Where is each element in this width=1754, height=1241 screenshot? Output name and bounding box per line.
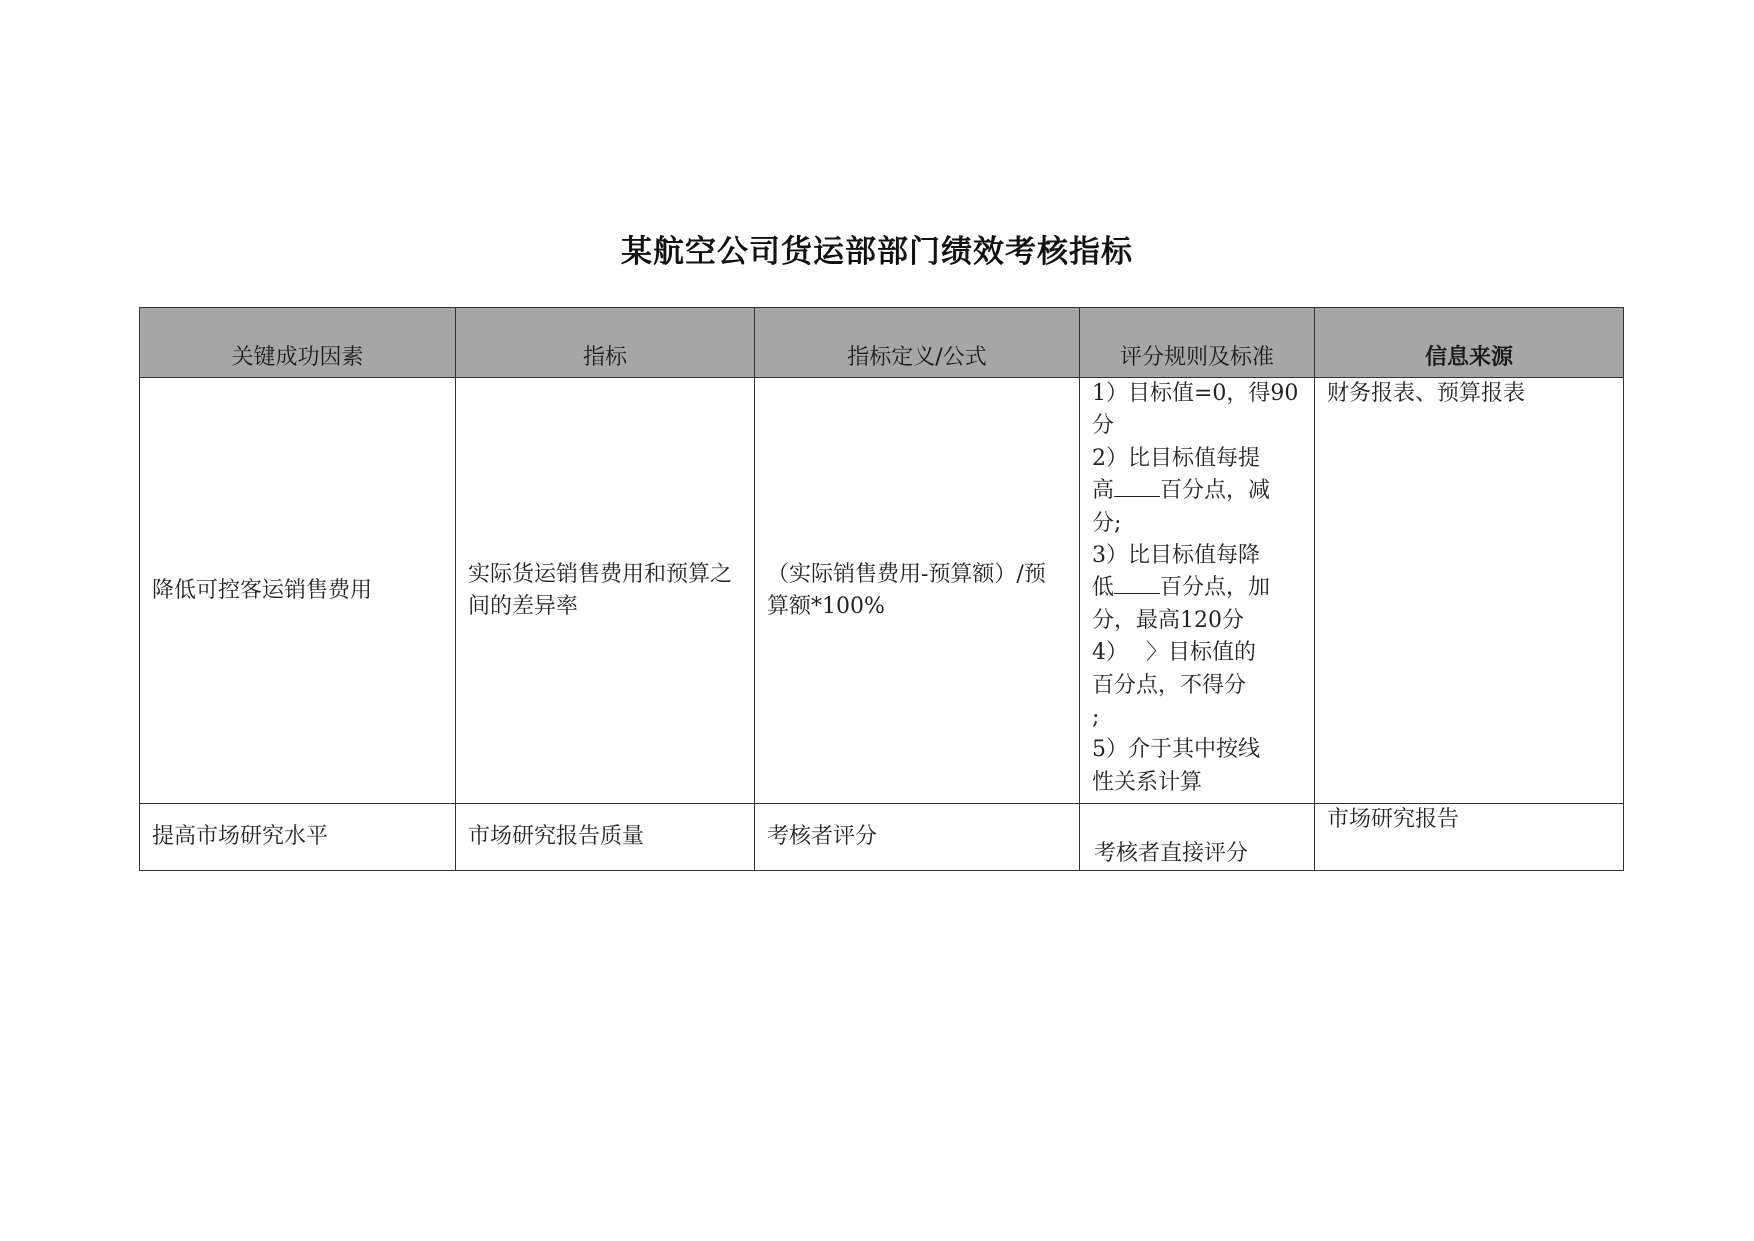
- cell-definition: （实际销售费用-预算额）/预算额*100%: [755, 378, 1080, 804]
- cell-source: 财务报表、预算报表: [1315, 378, 1624, 804]
- table-row: [140, 378, 1624, 804]
- header-info-source: 信息来源: [1315, 308, 1624, 378]
- rule-text: 百分点，减: [1160, 478, 1271, 504]
- rule-text: 低: [1092, 575, 1115, 601]
- rule-line: 3）比目标值每降: [1092, 543, 1260, 569]
- table-row: [140, 804, 1624, 871]
- cell-definition: 考核者评分: [755, 804, 1080, 871]
- rule-line: 百分点，不得分: [1092, 672, 1247, 698]
- rule-line: 性关系计算: [1092, 769, 1203, 795]
- kpi-table: [139, 307, 1624, 871]
- cell-source: 市场研究报告: [1315, 804, 1624, 871]
- header-scoring-rules: 评分规则及标准: [1080, 308, 1315, 378]
- rule-line: 分: [1092, 413, 1115, 439]
- cell-indicator: 实际货运销售费用和预算之间的差异率: [456, 378, 755, 804]
- rule-line: 分，最高120分: [1092, 607, 1244, 633]
- rule-line: 4） 〉目标值的: [1092, 640, 1256, 666]
- cell-scoring-rules: [1080, 378, 1315, 804]
- rule-line: 1）目标值=0，得90: [1092, 381, 1299, 406]
- rule-line: 2）比目标值每提: [1092, 445, 1260, 471]
- rule-text: 高: [1092, 478, 1115, 504]
- table-header-row: [140, 308, 1624, 378]
- cell-factor: 降低可控客运销售费用: [140, 378, 456, 804]
- rule-line: 5）介于其中按线: [1092, 737, 1260, 763]
- cell-scoring-rules: 考核者直接评分: [1080, 804, 1315, 871]
- fill-in-blank: [1114, 478, 1160, 497]
- fill-in-blank: [1114, 575, 1160, 594]
- rule-text: 百分点，加: [1160, 575, 1271, 601]
- page-title: 某航空公司货运部部门绩效考核指标: [621, 234, 1133, 270]
- cell-indicator: 市场研究报告质量: [456, 804, 755, 871]
- header-definition-formula: 指标定义/公式: [755, 308, 1080, 378]
- rule-line: 分;: [1092, 510, 1122, 536]
- rule-line: [1092, 475, 1302, 507]
- rule-line: ;: [1092, 705, 1100, 731]
- header-indicator: 指标: [456, 308, 755, 378]
- header-key-success-factor: 关键成功因素: [140, 308, 456, 378]
- cell-factor: 提高市场研究水平: [140, 804, 456, 871]
- rule-line: [1092, 572, 1302, 604]
